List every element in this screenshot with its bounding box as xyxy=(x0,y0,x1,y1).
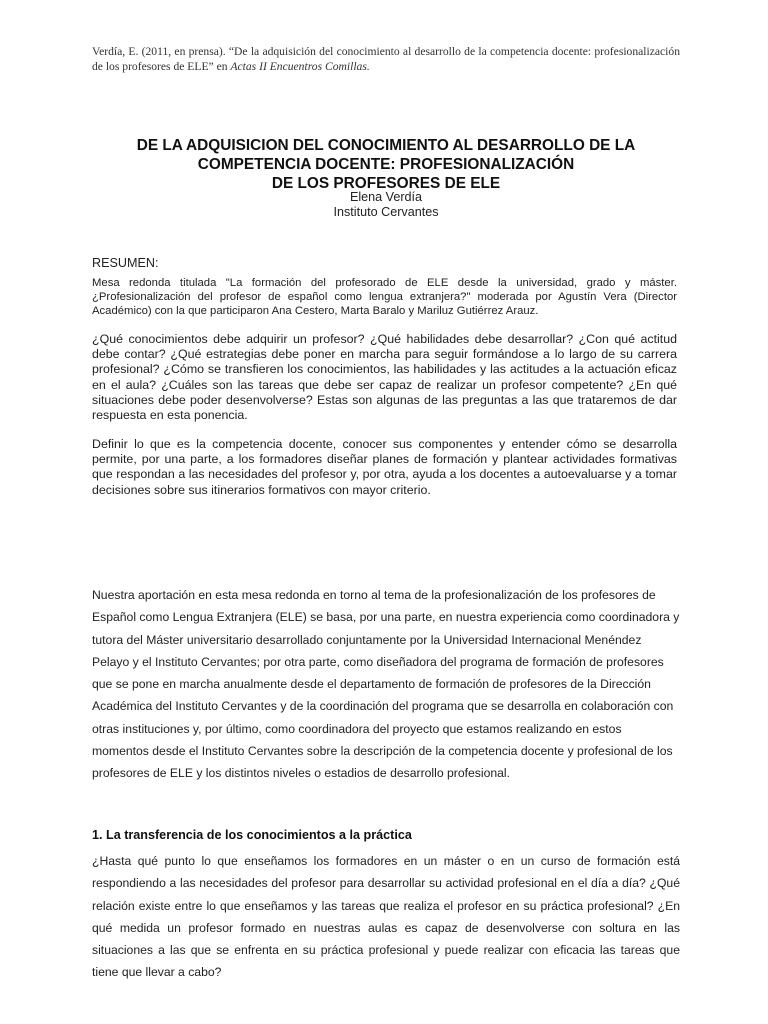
title-line-3: DE LOS PROFESORES DE ELE xyxy=(271,175,501,192)
abstract-text: Mesa redonda titulada "La formación del profesorado de ELE desde la universidad, grado y máster. ¿Profesionalización del profesor de español como lengua extranjera?" moderada por Agustín Vera (Director Académico) con la que participaron Ana Cestero, Marta Baralo y Mariluz Gutiérrez Arauz. xyxy=(92,277,677,318)
intro-paragraph: Nuestra aportación en esta mesa redonda en torno al tema de la profesionalización de los profesores de Español como Lengua Extranjera (ELE) se basa, por una parte, en nuestra experiencia como coordinadora y tutora del Máster universitario desarrollado conjuntamente por la Universidad Internacional Menéndez Pelayo y el Instituto Cervantes; por otra parte, como diseñadora del programa de formación de profesores que se pone en marcha anualmente desde el departamento de formación de profesores de la Dirección Académica del Instituto Cervantes y de la coordinación del programa que se desarrolla en colaboración con otras instituciones y, por último, como coordinadora del proyecto que estamos realizando en estos momentos desde el Instituto Cervantes sobre la descripción de la competencia docente y profesional de los profesores de ELE y los distintos niveles o estadios de desarrollo profesional. xyxy=(92,588,680,781)
resumen-paragraph-2: Definir lo que es la competencia docente, conocer sus componentes y entender cómo se desarrolla permite, por una parte, a los formadores diseñar planes de formación y plantear actividades formativas que respondan a las necesidades del profesor y, por otra, ayuda a los docentes a autoevaluarse y a tomar decisiones sobre sus itinerarios formativos con mayor criterio. xyxy=(92,437,677,497)
citation-text: Verdía, E. (2011, en prensa). “De la adquisición del conocimiento al desarrollo de la competencia docente: profesionalización de los profesores de ELE” en xyxy=(92,45,680,73)
section-1-paragraph: ¿Hasta qué punto lo que enseñamos los formadores en un máster o en un curso de formación está respondiendo a las necesidades del profesor para desarrollar su actividad profesional en el día a día? ¿Qué relación existe entre lo que enseñamos y las tareas que realiza el profesor en su práctica profesional? ¿En qué medida un profesor formado en nuestras aulas es capaz de desenvolverse con soltura en las situaciones a las que se enfrenta en su práctica profesional y puede realizar con eficacia las tareas que tiene que llevar a cabo? xyxy=(92,854,680,980)
citation-header xyxy=(92,45,680,74)
author-affiliation: Instituto Cervantes xyxy=(333,205,439,219)
resumen-paragraph-1: ¿Qué conocimientos debe adquirir un profesor? ¿Qué habilidades debe desarrollar? ¿Con qué actitud debe contar? ¿Qué estrategias debe poner en marcha para seguir formándose a lo largo de su carrera profesional? ¿Cómo se transfieren los conocimientos, las habilidades y las actitudes a la actuación eficaz en el aula? ¿Cuáles son las tareas que debe ser capaz de realizar un profesor competente? ¿En qué situaciones debe poder desenvolverse? Estas son algunas de las preguntas a las que trataremos de dar respuesta en esta ponencia. xyxy=(92,332,677,423)
resumen-heading: RESUMEN: xyxy=(92,256,159,270)
title-line-1: DE LA ADQUISICION DEL CONOCIMIENTO AL DESARROLLO DE LA xyxy=(136,137,636,154)
title-line-2: COMPETENCIA DOCENTE: PROFESIONALIZACIÓN xyxy=(197,156,575,173)
section-1-heading: 1. La transferencia de los conocimientos a la práctica xyxy=(92,828,412,842)
document-title xyxy=(92,136,680,193)
byline xyxy=(92,190,680,220)
author-name: Elena Verdía xyxy=(349,190,423,204)
citation-source: Actas II Encuentros Comillas. xyxy=(230,59,370,73)
